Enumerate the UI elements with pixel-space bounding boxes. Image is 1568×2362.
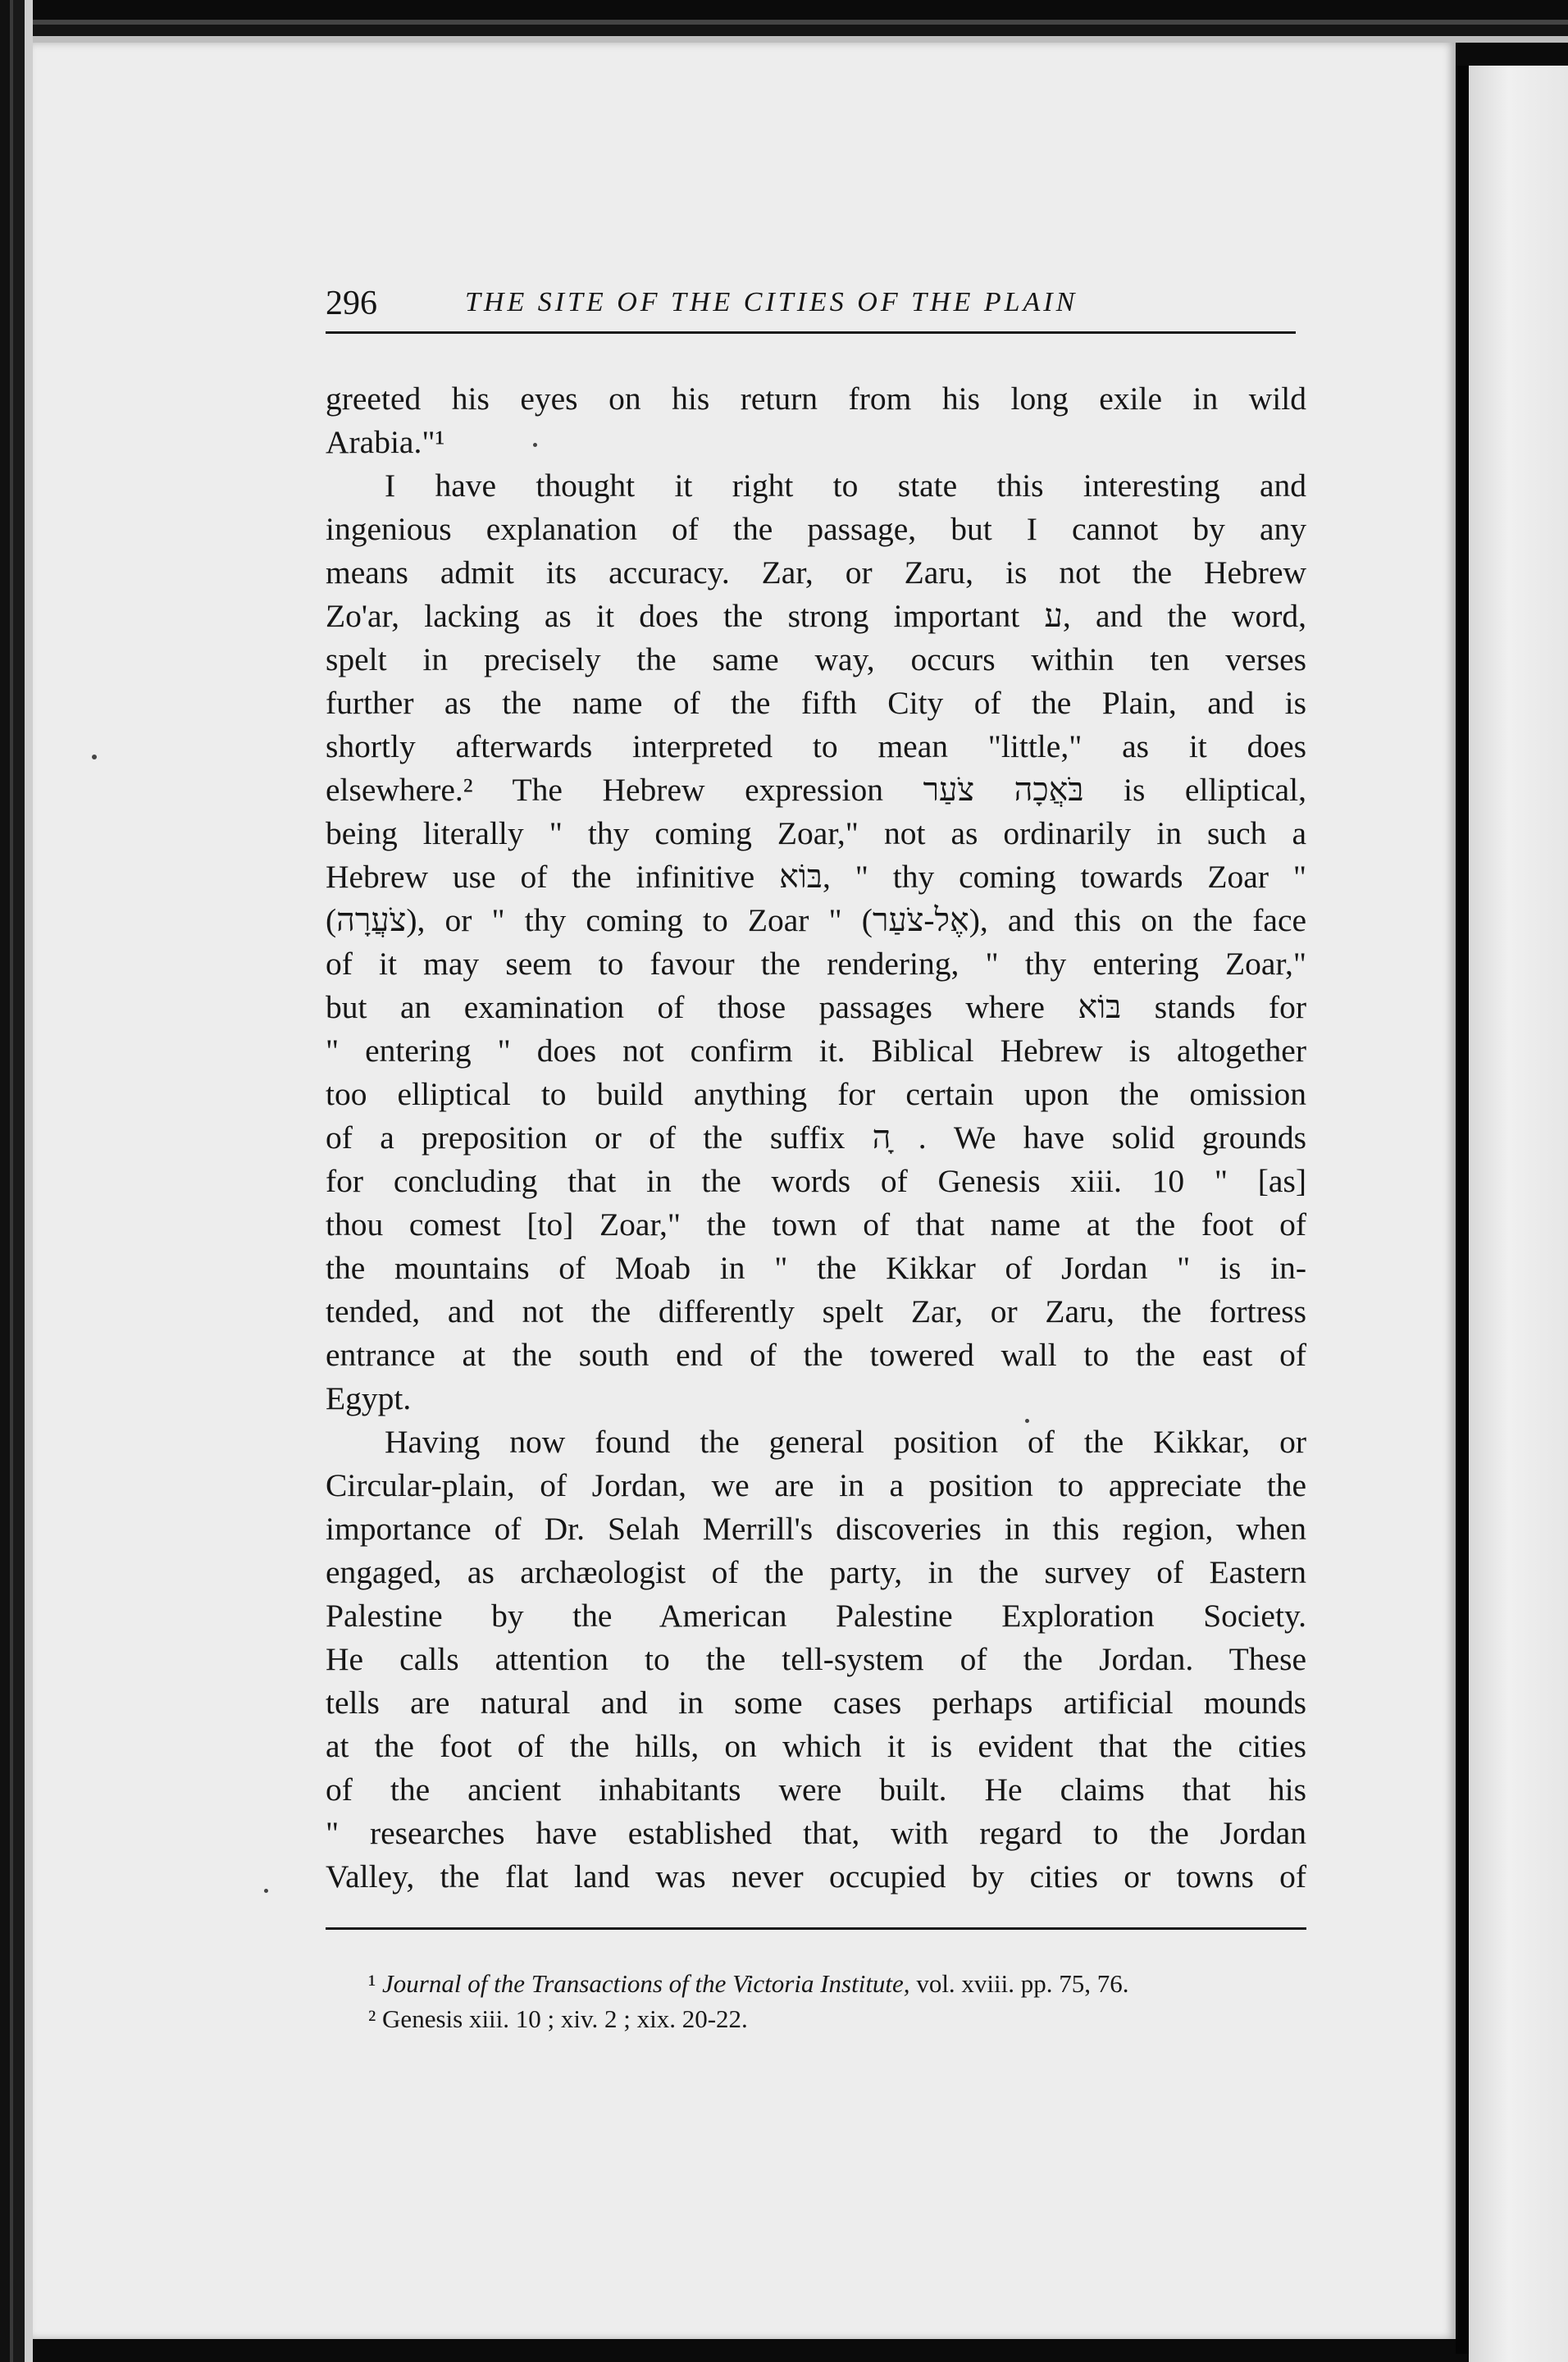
body-text [326,377,1306,1899]
text-line: entrance at the south end of the towered wall to the east of [326,1337,1306,1373]
text-line: engaged, as archæologist of the party, in the survey of Eastern [326,1554,1306,1590]
text-line: the mountains of Moab in " the Kikkar of Jordan " is in- [326,1250,1306,1286]
text-line: importance of Dr. Selah Merrill's discoveries in this region, when [326,1511,1306,1547]
text-line: of a preposition or of the suffix ה ָ. We have solid grounds [326,1119,1307,1156]
scan-speck [533,443,537,447]
text-line: Zo'ar, lacking as it does the strong important ע, and the word, [326,598,1307,634]
text-line: greeted his eyes on his return from his long exile in wild [326,381,1306,417]
text-line: Egypt. [326,1380,412,1416]
text-line: at the foot of the hills, on which it is evident that the cities [326,1728,1306,1764]
top-page-edge [0,0,1568,43]
text-line: for concluding that in the words of Genesis xiii. 10 " [as] [326,1163,1306,1199]
text-line: further as the name of the fifth City of the Plain, and is [326,685,1306,721]
text-line: (צֹעֲרָה), or " thy coming to Zoar " (אֶל-צֹעַר), and this on the face [326,902,1307,938]
text-line: " researches have established that, with regard to the Jordan [326,1815,1306,1851]
text-line: elsewhere.² The Hebrew expression בֹּאֲכָה צֹעַר is elliptical, [326,772,1307,808]
footnotes [326,1927,1306,2036]
text-line: He calls attention to the tell-system of the Jordan. These [326,1641,1306,1677]
scan-speck [92,755,97,759]
text-line: " entering " does not confirm it. Biblical Hebrew is altogether [326,1033,1306,1069]
page-header [326,280,1296,334]
scan-speck [1025,1419,1029,1423]
footnote-marker: ¹ [368,1969,376,1998]
scan-speck [264,1889,268,1893]
book-spine [1456,66,1469,2354]
footnote-source-title: Journal of the Transactions of the Victoria Institute, [382,1969,910,1998]
text-line: ingenious explanation of the passage, but I cannot by any [326,511,1306,547]
facing-page-edge [1469,66,1568,2362]
footnote-1 [326,1966,1306,2001]
text-line: too elliptical to build anything for certain upon the omission [326,1076,1306,1112]
text-line: tended, and not the differently spelt Zar, or Zaru, the fortress [326,1293,1306,1329]
text-line: tells are natural and in some cases perhaps artificial mounds [326,1685,1306,1721]
running-title: THE SITE OF THE CITIES OF THE PLAIN [465,287,1078,317]
text-line: Hebrew use of the infinitive בּוֹא, " thy coming towards Zoar " [326,859,1306,895]
text-line: Valley, the flat land was never occupied by cities or towns of [326,1858,1306,1895]
text-line: thou comest [to] Zoar," the town of that name at the foot of [326,1206,1306,1243]
text-line: Circular-plain, of Jordan, we are in a position to appreciate the [326,1467,1306,1503]
text-line: of it may seem to favour the rendering, " thy entering Zoar," [326,946,1306,982]
footnote-citation: vol. xviii. pp. 75, 76. [909,1969,1129,1998]
left-page-edge [0,0,33,2362]
text-line: of the ancient inhabitants were built. He claims that his [326,1772,1306,1808]
page-number: 296 [326,285,377,322]
text-line: but an examination of those passages where בּוֹא stands for [326,989,1306,1025]
text-line: being literally " thy coming Zoar," not as ordinarily in such a [326,815,1306,851]
text-line: means admit its accuracy. Zar, or Zaru, is not the Hebrew [326,554,1306,590]
text-line: Arabia."¹ [326,424,445,460]
text-line: I have thought it right to state this interesting and [385,467,1306,504]
footnote-2: ² Genesis xiii. 10 ; xiv. 2 ; xix. 20-22. [368,2004,748,2033]
text-line: Having now found the general position of the Kikkar, or [385,1424,1306,1460]
text-line: Palestine by the American Palestine Exploration Society. [326,1598,1306,1634]
text-line: shortly afterwards interpreted to mean "little," as it does [326,728,1306,764]
text-line: spelt in precisely the same way, occurs within ten verses [326,641,1306,677]
